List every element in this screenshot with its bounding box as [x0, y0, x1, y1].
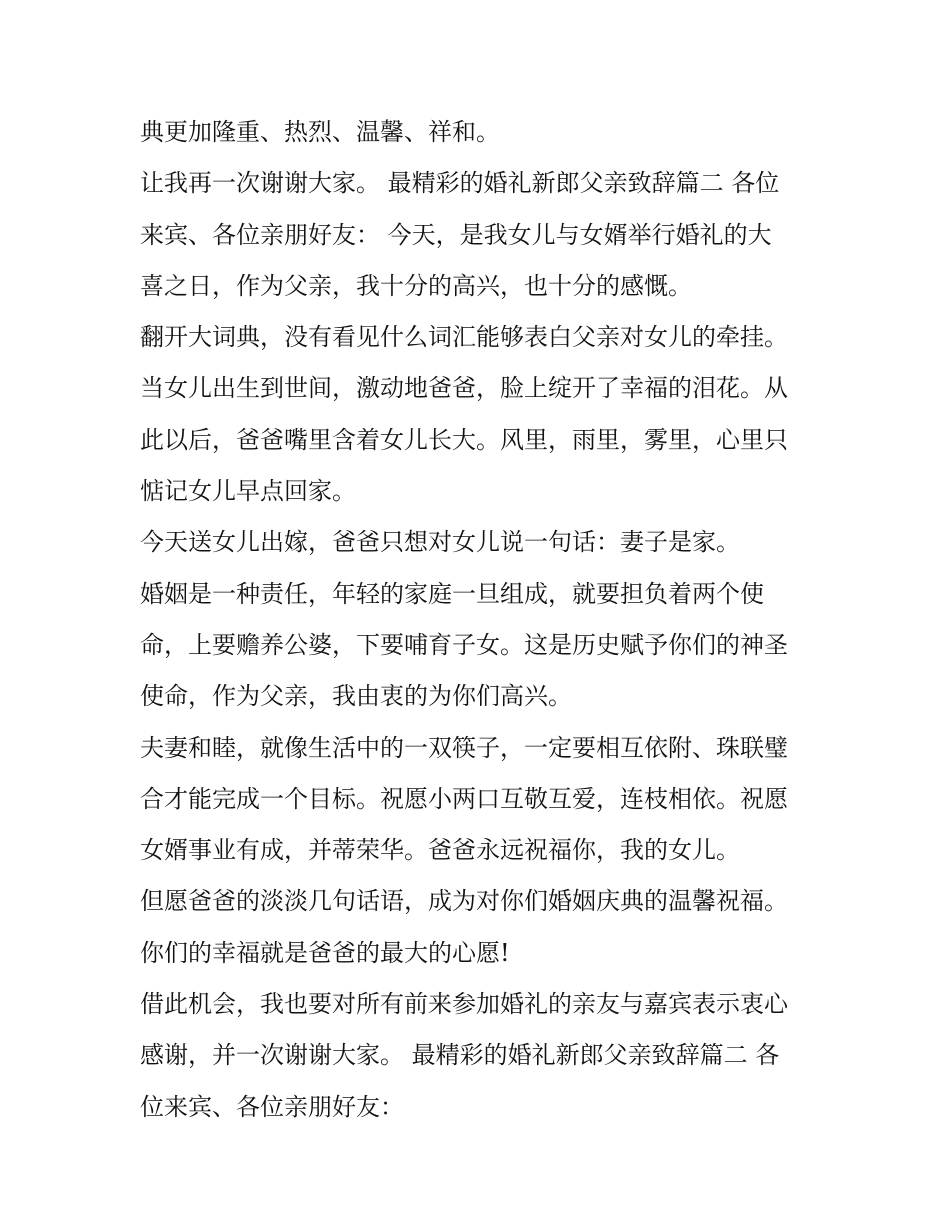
text-line: 但愿爸爸的淡淡几句话语，成为对你们婚姻庆典的温馨祝福。 — [140, 887, 788, 916]
text-line: 借此机会，我也要对所有前来参加婚礼的亲友与嘉宾表示衷心 — [140, 990, 788, 1019]
text-line: 典更加隆重、热烈、温馨、祥和。 — [140, 118, 500, 146]
document-body — [140, 107, 820, 1133]
text-line: 让我再一次谢谢大家。 最精彩的婚礼新郎父亲致辞篇二 各位 — [140, 169, 780, 198]
text-line: 此以后，爸爸嘴里含着女儿长大。风里，雨里，雾里，心里只 — [140, 425, 788, 454]
text-line: 翻开大词典，没有看见什么词汇能够表白父亲对女儿的牵挂。 — [140, 323, 788, 352]
text-line: 今天送女儿出嫁，爸爸只想对女儿说一句话：妻子是家。 — [140, 528, 740, 557]
text-line: 感谢，并一次谢谢大家。 最精彩的婚礼新郎父亲致辞篇二 各 — [140, 1041, 780, 1070]
text-line: 惦记女儿早点回家。 — [140, 477, 356, 506]
text-line: 女婿事业有成，并蒂荣华。爸爸永远祝福你，我的女儿。 — [140, 836, 740, 865]
text-line: 你们的幸福就是爸爸的最大的心愿! — [140, 938, 510, 967]
text-line: 当女儿出生到世间，激动地爸爸，脸上绽开了幸福的泪花。从 — [140, 374, 788, 403]
text-line: 婚姻是一种责任，年轻的家庭一旦组成，就要担负着两个使 — [140, 579, 764, 608]
text-line: 喜之日，作为父亲，我十分的高兴，也十分的感慨。 — [140, 271, 692, 300]
text-line: 来宾、各位亲朋好友： 今天，是我女儿与女婿举行婚礼的大 — [140, 220, 772, 249]
text-line: 使命，作为父亲，我由衷的为你们高兴。 — [140, 682, 572, 711]
text-line: 合才能完成一个目标。祝愿小两口互敬互爱，连枝相依。祝愿 — [140, 784, 788, 813]
text-line: 命，上要赡养公婆，下要哺育子女。这是历史赋予你们的神圣 — [140, 630, 788, 659]
text-line: 位来宾、各位亲朋好友： — [140, 1092, 404, 1121]
text-line: 夫妻和睦，就像生活中的一双筷子，一定要相互依附、珠联璧 — [140, 733, 788, 762]
